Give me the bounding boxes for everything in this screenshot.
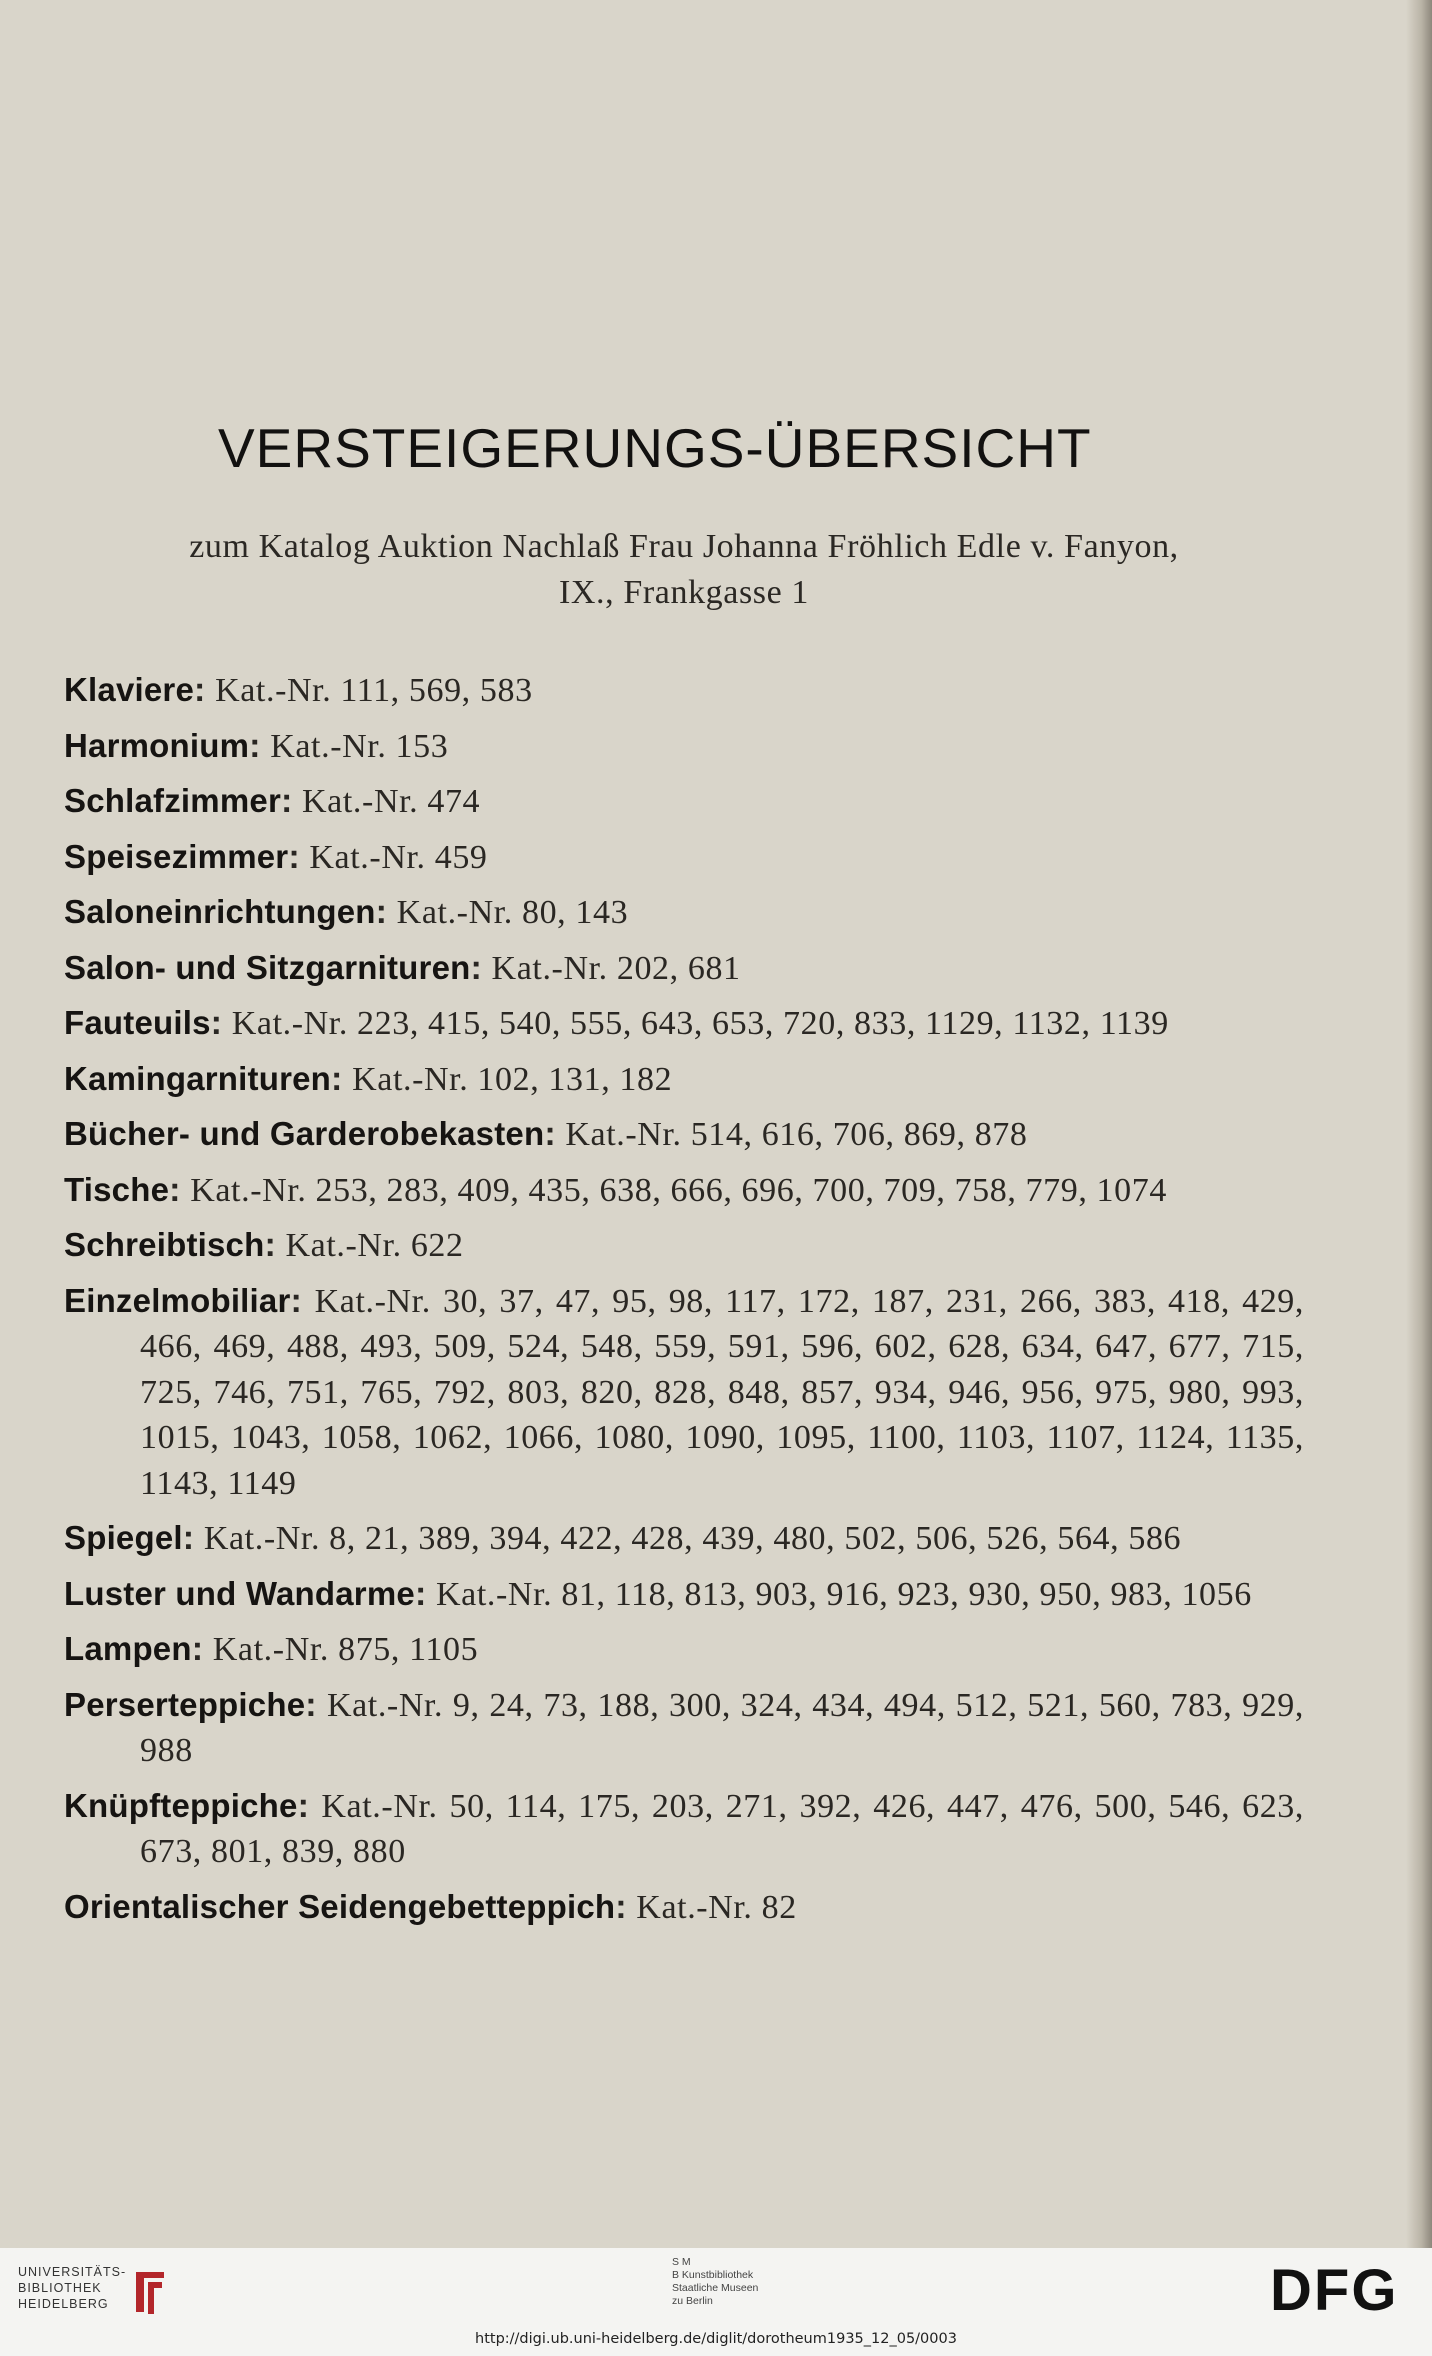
entry-buecher-garderobekasten: Bücher- und Garderobekasten: Kat.-Nr. 514, 616, 706, 869, 878: [64, 1115, 1028, 1153]
entry-label: Salon- und Sitzgarnituren: [64, 948, 471, 986]
entry-label: Spiegel: [64, 1519, 183, 1556]
entry-label: Harmonium: [64, 726, 250, 764]
kb-logo-line-4: zu Berlin: [672, 2295, 713, 2307]
entry-numbers: Kat.-Nr. 253, 283, 409, 435, 638, 666, 696, 700, 709, 758, 779, 1074: [190, 1171, 1167, 1209]
entry-numbers: Kat.-Nr. 102, 131, 182: [352, 1060, 673, 1098]
entry-orientalischer-seidengebetteppich: Orientalischer Seidengebetteppich: Kat.-Nr. 82: [64, 1887, 797, 1926]
entry-speisezimmer: Speisezimmer: Kat.-Nr. 459: [64, 837, 488, 876]
entry-numbers: Kat.-Nr. 111, 569, 583: [215, 672, 533, 709]
entry-spiegel: Spiegel: Kat.-Nr. 8, 21, 389, 394, 422, 428, 439, 480, 502, 506, 526, 564, 586: [64, 1519, 1182, 1557]
entry-label: Kamingarnituren: [64, 1059, 332, 1097]
entry-harmonium: Harmonium: Kat.-Nr. 153: [64, 726, 449, 765]
ub-logo-line-1: UNIVERSITÄTS-: [18, 2265, 127, 2279]
entry-numbers: Kat.-Nr. 9, 24, 73, 188, 300, 324, 434, 494, 512, 521, 560, 783, 929, 988: [140, 1686, 1305, 1769]
ub-logo-line-2: BIBLIOTHEK: [18, 2281, 102, 2295]
entry-numbers: Kat.-Nr. 50, 114, 175, 203, 271, 392, 426, 447, 476, 500, 546, 623, 673, 801, 839, 880: [140, 1787, 1304, 1870]
kb-logo-line-2: B Kunstbibliothek: [672, 2269, 754, 2281]
entry-luster-wandarme: Luster und Wandarme: Kat.-Nr. 81, 118, 813, 903, 916, 923, 930, 950, 983, 1056: [64, 1574, 1252, 1613]
kb-logo-line-3: Staatliche Museen: [672, 2282, 759, 2294]
entry-numbers: Kat.-Nr. 622: [285, 1227, 464, 1264]
entry-saloneinrichtungen: Saloneinrichtungen: Kat.-Nr. 80, 143: [64, 893, 629, 931]
entry-label: Schlafzimmer: [64, 782, 281, 819]
entry-label: Perserteppiche: [64, 1685, 306, 1723]
entry-label: Einzelmobiliar: [64, 1281, 291, 1319]
entry-lampen: Lampen: Kat.-Nr. 875, 1105: [64, 1630, 479, 1668]
dfg-logo[interactable]: DFG: [1270, 2258, 1399, 2323]
entry-label: Lampen: [64, 1630, 192, 1667]
entry-label: Klaviere: [64, 671, 195, 708]
entry-numbers: Kat.-Nr. 30, 37, 47, 95, 98, 117, 172, 187, 231, 266, 383, 418, 429, 466, 469, 488, 493, 509, 524, 548, 559, 591, 596, 602, 628, 634, 647, 677, 715, 725, 746, 751, 765, 792, 803, 820, 828, 848, 857, 934, 946, 956, 975, 980, 993, 1015, 1043, 1058, 1062, 1066, 1080, 1090, 1095, 1100, 1103, 1107, 1124, 1135, 1143, 1149: [140, 1282, 1304, 1502]
entry-tische: Tische: Kat.-Nr. 253, 283, 409, 435, 638, 666, 696, 700, 709, 758, 779, 1074: [64, 1170, 1167, 1209]
ub-heidelberg-emblem-icon: [130, 2268, 170, 2318]
entry-numbers: Kat.-Nr. 459: [309, 838, 488, 876]
entry-label: Orientalischer Seidengebetteppich: [64, 1887, 616, 1925]
page-title: VERSTEIGERUNGS-ÜBERSICHT: [218, 417, 1092, 479]
entry-numbers: Kat.-Nr. 81, 118, 813, 903, 916, 923, 930, 950, 983, 1056: [436, 1575, 1252, 1613]
subtitle-line-2: IX., Frankgasse 1: [558, 574, 810, 611]
entry-numbers: Kat.-Nr. 474: [302, 783, 481, 820]
entry-klaviere: Klaviere: Kat.-Nr. 111, 569, 583: [64, 671, 533, 709]
entry-numbers: Kat.-Nr. 875, 1105: [212, 1631, 479, 1668]
entry-numbers: Kat.-Nr. 514, 616, 706, 869, 878: [565, 1116, 1028, 1153]
ub-logo-line-3: HEIDELBERG: [18, 2297, 109, 2311]
entry-label: Schreibtisch: [64, 1226, 265, 1263]
entry-label: Luster und Wandarme: [64, 1574, 415, 1612]
entry-numbers: Kat.-Nr. 8, 21, 389, 394, 422, 428, 439, 480, 502, 506, 526, 564, 586: [203, 1520, 1182, 1557]
entry-kamingarnituren: Kamingarnituren: Kat.-Nr. 102, 131, 182: [64, 1059, 673, 1098]
entry-numbers: Kat.-Nr. 153: [270, 727, 449, 765]
entry-numbers: Kat.-Nr. 80, 143: [396, 894, 629, 931]
entry-schlafzimmer: Schlafzimmer: Kat.-Nr. 474: [64, 782, 481, 820]
entry-numbers: Kat.-Nr. 223, 415, 540, 555, 643, 653, 720, 833, 1129, 1132, 1139: [231, 1005, 1169, 1042]
entry-label: Knüpfteppiche: [64, 1786, 298, 1824]
kb-logo-line-1: S M: [672, 2256, 691, 2268]
entry-perserteppiche: Perserteppiche: Kat.-Nr. 9, 24, 73, 188, 300, 324, 434, 494, 512, 521, 560, 783, 929, 988: [64, 1685, 1305, 1769]
page-edge-shadow: [1406, 0, 1432, 2248]
entry-label: Fauteuils: [64, 1004, 211, 1041]
entry-knuepfteppiche: Knüpfteppiche: Kat.-Nr. 50, 114, 175, 203, 271, 392, 426, 447, 476, 500, 546, 623, 673, 801, 839, 880: [64, 1786, 1304, 1870]
entry-label: Tische: [64, 1170, 170, 1208]
entry-fauteuils: Fauteuils: Kat.-Nr. 223, 415, 540, 555, 643, 653, 720, 833, 1129, 1132, 1139: [64, 1004, 1169, 1042]
entry-label: Saloneinrichtungen: [64, 893, 376, 930]
entry-label: Speisezimmer: [64, 837, 289, 875]
entry-salon-sitzgarnituren: Salon- und Sitzgarnituren: Kat.-Nr. 202, 681: [64, 948, 741, 987]
entry-schreibtisch: Schreibtisch: Kat.-Nr. 622: [64, 1226, 464, 1264]
subtitle-line-1: zum Katalog Auktion Nachlaß Frau Johanna Fröhlich Edle v. Fanyon,: [189, 528, 1179, 565]
permalink-url[interactable]: http://digi.ub.uni-heidelberg.de/diglit/dorotheum1935_12_05/0003: [475, 2331, 957, 2347]
entry-numbers: Kat.-Nr. 82: [636, 1888, 797, 1926]
kunstbibliothek-logo[interactable]: [672, 2256, 812, 2308]
entry-numbers: Kat.-Nr. 202, 681: [491, 949, 741, 987]
page-subtitle: [68, 524, 1300, 616]
entry-einzelmobiliar: Einzelmobiliar: Kat.-Nr. 30, 37, 47, 95, 98, 117, 172, 187, 231, 266, 383, 418, 429, 466, 469, 488, 493, 509, 524, 548, 559, 591, 596, 602, 628, 634, 647, 677, 715, 725, 746, 751, 765, 792, 803, 820, 828, 848, 857, 934, 946, 956, 975, 980, 993, 1015, 1043, 1058, 1062, 1066, 1080, 1090, 1095, 1100, 1103, 1107, 1124, 1135, 1143, 1149: [64, 1281, 1304, 1502]
entry-label: Bücher- und Garderobekasten: [64, 1115, 545, 1152]
entry-list: [64, 667, 1304, 1939]
